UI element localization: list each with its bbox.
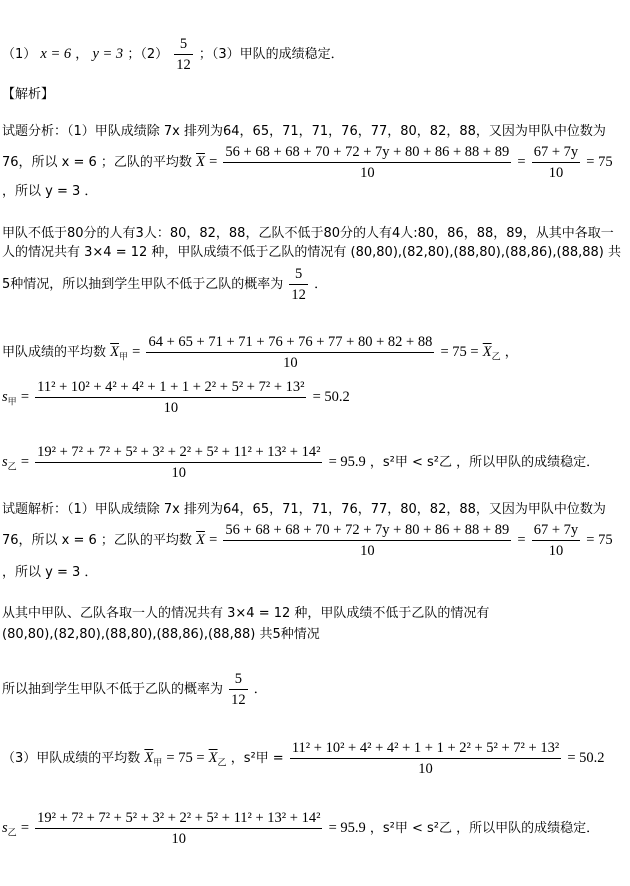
analysis-heading: 【解析】 (2, 87, 55, 102)
analysis-line-3: ，所以 y = 3 ． (2, 184, 98, 199)
jia-mean-fraction: $\frac{64 + 65 + 71 + 71 + 76 + 76 + 77 + 80 + 82 + 88}{10}$ (148, 334, 433, 371)
analysis-line-4: 甲队不低于80分的人有3人：80，82，88，乙队不低于80分的人有4人:80，86，88，89，从其中各取一 (2, 226, 614, 241)
probability-fraction: $\frac{5}{12}$ (291, 266, 306, 303)
solution-line-3: ，所以 y = 3 ． (2, 565, 98, 580)
answer-part2-label: ；（2） (127, 47, 169, 62)
analysis-line-5: 人的情况共有 3×4 = 12 种，甲队成绩不低于乙队的情况有 (80,80),(82,80),(88,80),(88,86),(88,88) 共 (2, 245, 621, 260)
yi-mean-simplified: $\frac{67 + 7y}{10}$ (533, 144, 579, 181)
answer-probability: $\frac{5}{12}$ (176, 36, 191, 73)
answer-part3: ；（3）甲队的成绩稳定． (198, 47, 344, 62)
solution-variance-yi: $s_乙$ = $\frac{\text{19² + 7² + 7² + 5² + 3² + 2² + 5² + 11² + 13² + 14²}}{10}$ = 95.9 ，s²甲 < s²乙 ，所以甲队的成绩稳定． (2, 810, 600, 847)
answer-line (2, 34, 344, 75)
answer-sep: ， (75, 47, 89, 62)
yi-mean-fraction: $\frac{56 + 68 + 68 + 70 + 72 + 7y + 80 + 86 + 88 + 89}{10}$ (225, 144, 510, 181)
mean-symbol: $\overline{X}$ (196, 154, 205, 170)
analysis-line-6: 5种情况，所以抽到学生甲队不低于乙队的概率为 $\frac{5}{12}$ ． (2, 266, 328, 303)
analysis-line-1: 试题分析：（1）甲队成绩除 7x 排列为64，65，71，71，76，77，80，82，88，又因为甲队中位数为 (2, 124, 606, 139)
answer-x: x = 6 (40, 46, 72, 62)
answer-part1-label: （1） (2, 47, 37, 62)
solution-line-2: 76，所以 x = 6 ；乙队的平均数 $\overline{X}$ = $\frac{56 + 68 + 68 + 70 + 72 + 7y + 80 + 86 + 88 + 89}{10}$ = $\frac{67 + 7y}{10}$ = 75 (2, 522, 613, 559)
analysis-line-2: 76，所以 x = 6 ；乙队的平均数 $\overline{X}$ = $\frac{56 + 68 + 68 + 70 + 72 + 7y + 80 + 86 + 88 + 89}{10}$ = $\frac{67 + 7y}{10}$ = 75 (2, 144, 613, 181)
answer-y: y = 3 (92, 46, 124, 62)
variance-jia: $s_甲$ = $\frac{\text{11² + 10² + 4² + 4² + 1 + 1 + 2² + 5² + 7² + 13²}}{10}$ = 50.2 (2, 379, 350, 416)
solution-line-5: (80,80),(82,80),(88,80),(88,86),(88,88) 共5种情况 (2, 627, 320, 642)
variance-yi: $s_乙$ = $\frac{\text{19² + 7² + 7² + 5² + 3² + 2² + 5² + 11² + 13² + 14²}}{10}$ = 95.9 ，s²甲 < s²乙 ，所以甲队的成绩稳定． (2, 444, 600, 481)
analysis-line-7: 甲队成绩的平均数 $\overline{X}_甲$ = $\frac{64 + 65 + 71 + 71 + 76 + 76 + 77 + 80 + 82 + 88}{10}$ = $75 = \overline{X}_乙$ ， (2, 334, 518, 371)
solution-line-1: 试题解析：（1）甲队成绩除 7x 排列为64，65，71，71，76，77，80，82，88，又因为甲队中位数为 (2, 502, 606, 517)
solution-line-7: （3）甲队成绩的平均数 $\overline{X}_甲 = 75 = \overline{X}_乙$ ，s²甲 = $\frac{\text{11² + 10² + 4² + 4² + 1 + 1 + 2² + 5² + 7² + 13²}}{10}$ = 50.2 (2, 740, 605, 777)
solution-line-6: 所以抽到学生甲队不低于乙队的概率为 $\frac{5}{12}$ ． (2, 671, 267, 708)
solution-line-4: 从其中甲队、乙队各取一人的情况共有 3×4 = 12 种，甲队成绩不低于乙队的情况有 (2, 606, 490, 621)
